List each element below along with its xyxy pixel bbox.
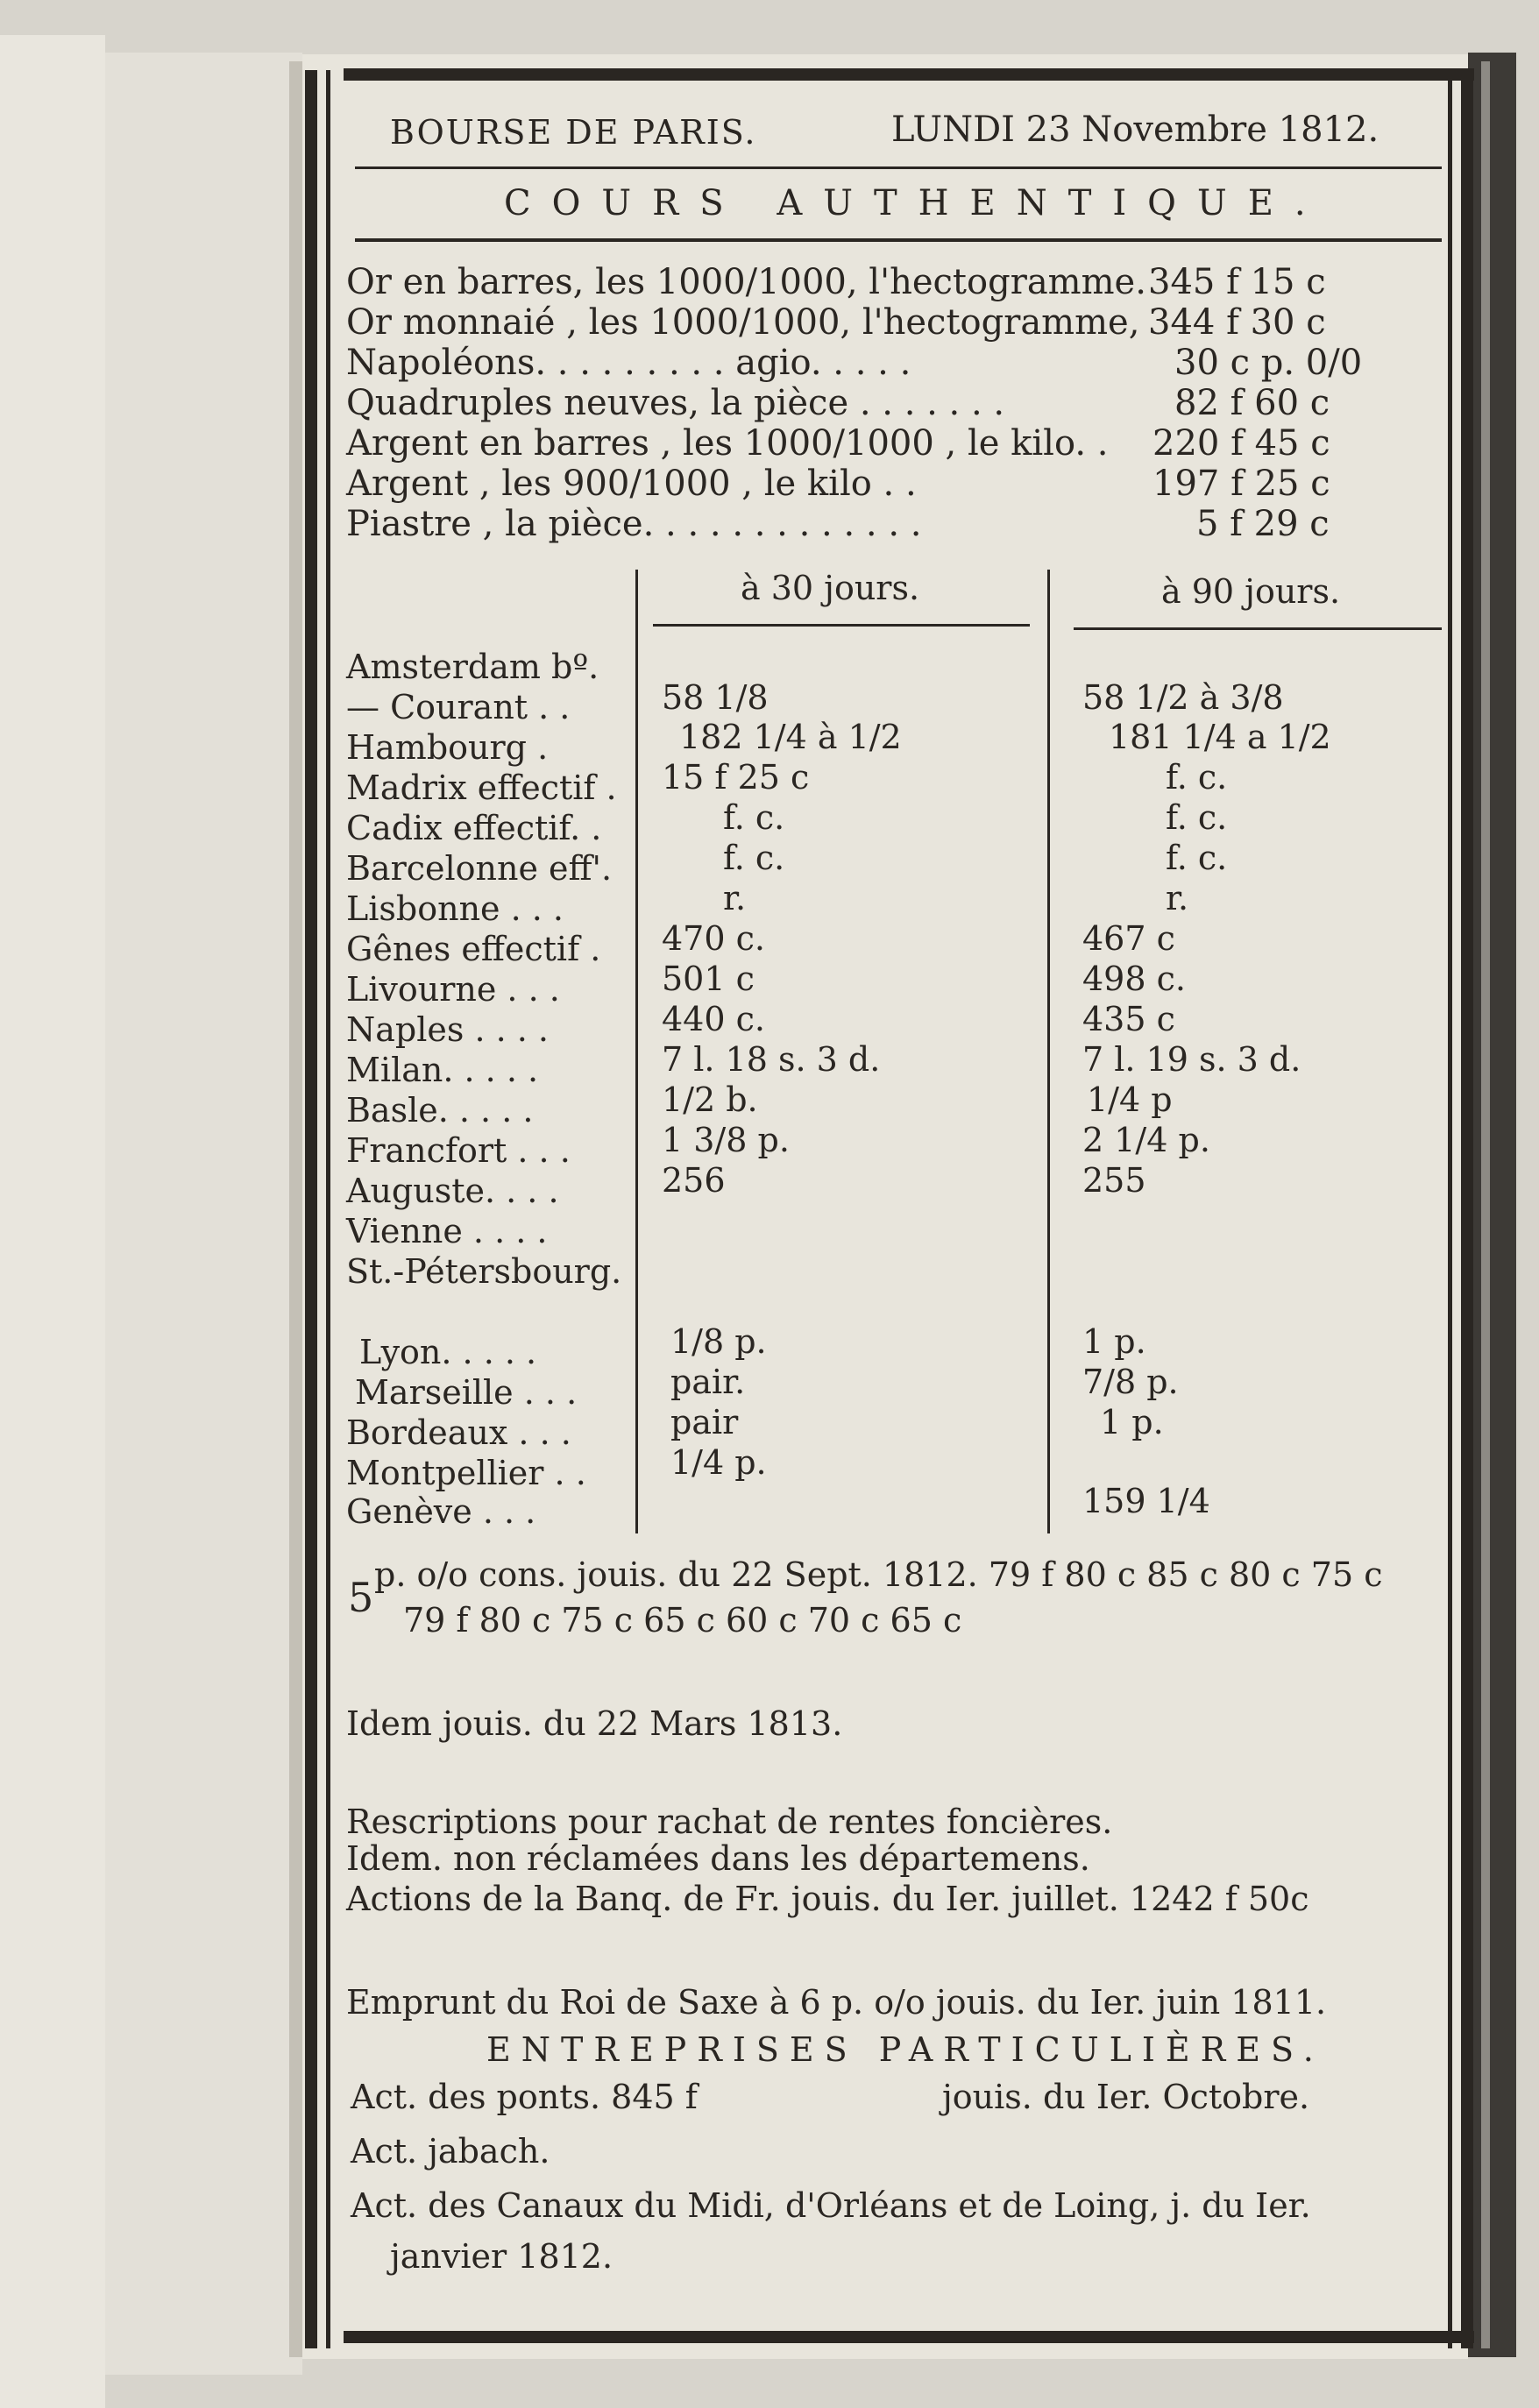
exchange-value-90: 435 c bbox=[1082, 1000, 1175, 1038]
frame-right-inner bbox=[1448, 70, 1452, 2348]
exchange-place: Marseille . . . bbox=[355, 1373, 578, 1412]
exchange-value-30: 1/4 p. bbox=[670, 1443, 767, 1482]
metal-value: 345 f 15 c bbox=[1148, 262, 1326, 302]
rule-under-header bbox=[355, 166, 1442, 169]
exchange-value-90: 1 p. bbox=[1082, 1322, 1146, 1361]
exchange-value-30: 256 bbox=[662, 1161, 726, 1200]
metal-label: Napoléons. . . . . . . . . agio. . . . . bbox=[346, 343, 911, 383]
exchange-place: — Courant . . bbox=[346, 688, 571, 726]
exchange-value-90: 498 c. bbox=[1082, 960, 1186, 998]
canaux-line-2: janvier 1812. bbox=[390, 2237, 613, 2276]
exchange-value-90: 7 l. 19 s. 3 d. bbox=[1082, 1040, 1301, 1079]
exchange-value-30: 58 1/8 bbox=[662, 678, 769, 717]
metal-value: 197 f 25 c bbox=[1152, 464, 1330, 504]
page-title: COURS AUTHENTIQUE. bbox=[504, 183, 1327, 223]
facing-page bbox=[105, 53, 302, 2375]
exchange-value-90: 159 1/4 bbox=[1082, 1482, 1210, 1520]
exchange-place: Genève . . . bbox=[346, 1492, 536, 1531]
exchange-value-30: 1/8 p. bbox=[670, 1322, 767, 1361]
metal-value: 5 f 29 c bbox=[1196, 504, 1330, 544]
exchange-place: Madrix effectif . bbox=[346, 768, 617, 807]
exchange-value-30: f. c. bbox=[723, 839, 785, 877]
metal-label: Argent en barres , les 1000/1000 , le kilo. . bbox=[346, 423, 1109, 464]
page-edge-light bbox=[1481, 61, 1490, 2348]
column-header-90-days: à 90 jours. bbox=[1161, 572, 1341, 611]
exchange-value-90: 1 p. bbox=[1100, 1403, 1164, 1441]
page-edge-stack bbox=[1468, 53, 1516, 2357]
metal-value: 344 f 30 c bbox=[1148, 302, 1326, 343]
exchange-place: Bordeaux . . . bbox=[346, 1413, 571, 1452]
exchange-value-30: pair bbox=[670, 1403, 739, 1441]
frame-bottom bbox=[344, 2331, 1474, 2343]
exchange-value-90: r. bbox=[1166, 879, 1189, 917]
metal-label: Quadruples neuves, la pièce . . . . . . . bbox=[346, 383, 1005, 423]
metal-label: Argent , les 900/1000 , le kilo . . bbox=[346, 464, 917, 504]
exchange-place: Lyon. . . . . bbox=[359, 1333, 537, 1371]
facing-page-edge bbox=[0, 35, 105, 2408]
exchange-value-90: 181 1/4 a 1/2 bbox=[1109, 718, 1331, 756]
metal-label: Or monnaié , les 1000/1000, l'hectogramme, bbox=[346, 302, 1140, 343]
bourse-page bbox=[337, 88, 1442, 2331]
metal-label: Or en barres, les 1000/1000, l'hectogramme. bbox=[346, 262, 1146, 302]
rule-under-30-days bbox=[653, 624, 1030, 627]
frame-right-outer bbox=[1461, 70, 1473, 2348]
exchange-place: Milan. . . . . bbox=[346, 1051, 539, 1089]
ponts-line: Act. des ponts. 845 f bbox=[351, 2078, 698, 2116]
exchange-place: Livourne . . . bbox=[346, 970, 560, 1009]
exchange-value-90: 467 c bbox=[1082, 919, 1175, 958]
rentes-line-2: 79 f 80 c 75 c 65 c 60 c 70 c 65 c bbox=[403, 1601, 962, 1640]
exchange-value-30: 182 1/4 à 1/2 bbox=[679, 718, 902, 756]
exchange-place: St.-Pétersbourg. bbox=[346, 1252, 622, 1291]
idem-non-reclamees-line: Idem. non réclamées dans les départemens. bbox=[346, 1839, 1090, 1878]
exchange-value-90: 58 1/2 à 3/8 bbox=[1082, 678, 1284, 717]
exchange-value-90: f. c. bbox=[1166, 839, 1228, 877]
exchange-value-30: pair. bbox=[670, 1363, 746, 1401]
exchange-place: Cadix effectif. . bbox=[346, 809, 602, 847]
exchange-value-90: 7/8 p. bbox=[1082, 1363, 1179, 1401]
metal-label: Piastre , la pièce. . . . . . . . . . . . . bbox=[346, 504, 922, 544]
frame-top bbox=[344, 68, 1474, 81]
emprunt-saxe-line: Emprunt du Roi de Saxe à 6 p. o/o jouis. du Ier. juin 1811. bbox=[346, 1983, 1327, 2022]
metal-value: 30 c p. 0/0 bbox=[1174, 343, 1363, 383]
header-left: BOURSE DE PARIS. bbox=[390, 113, 757, 152]
exchange-place: Francfort . . . bbox=[346, 1131, 571, 1170]
jabach-line: Act. jabach. bbox=[351, 2132, 550, 2171]
rentes-idem: Idem jouis. du 22 Mars 1813. bbox=[346, 1704, 843, 1743]
exchange-value-90: 2 1/4 p. bbox=[1082, 1121, 1210, 1159]
exchange-place: Vienne . . . . bbox=[346, 1212, 548, 1250]
metal-value: 82 f 60 c bbox=[1174, 383, 1330, 423]
exchange-place: Lisbonne . . . bbox=[346, 889, 564, 928]
ponts-jouissance: jouis. du Ier. Octobre. bbox=[942, 2078, 1310, 2116]
rescriptions-line: Rescriptions pour rachat de rentes foncières. bbox=[346, 1802, 1113, 1841]
exchange-place: Amsterdam bº. bbox=[346, 648, 599, 686]
canaux-line-1: Act. des Canaux du Midi, d'Orléans et de Loing, j. du Ier. bbox=[351, 2186, 1311, 2225]
exchange-value-30: 1/2 b. bbox=[662, 1080, 758, 1119]
exchange-value-30: 440 c. bbox=[662, 1000, 765, 1038]
exchange-place: Gênes effectif . bbox=[346, 930, 601, 968]
exchange-place: Basle. . . . . bbox=[346, 1091, 534, 1130]
exchange-value-30: 15 f 25 c bbox=[662, 758, 810, 797]
rentes-percent: 5 bbox=[348, 1574, 374, 1621]
rule-under-title bbox=[355, 238, 1442, 242]
entreprises-heading: ENTREPRISES PARTICULIÈRES. bbox=[486, 2030, 1324, 2069]
exchange-place: Auguste. . . . bbox=[346, 1172, 559, 1210]
exchange-value-90: f. c. bbox=[1166, 798, 1228, 837]
exchange-place: Barcelonne eff'. bbox=[346, 849, 613, 888]
exchange-value-30: 7 l. 18 s. 3 d. bbox=[662, 1040, 881, 1079]
exchange-value-90: 1/4 p bbox=[1087, 1080, 1173, 1119]
exchange-value-90: 255 bbox=[1082, 1161, 1146, 1200]
banque-actions-line: Actions de la Banq. de Fr. jouis. du Ier. juillet. 1242 f 50c bbox=[346, 1880, 1309, 1918]
exchange-divider-right bbox=[1047, 570, 1050, 1533]
column-header-30-days: à 30 jours. bbox=[741, 569, 920, 607]
exchange-divider-left bbox=[635, 570, 638, 1533]
exchange-value-30: 470 c. bbox=[662, 919, 765, 958]
frame-left-outer bbox=[305, 70, 317, 2348]
exchange-value-30: 1 3/8 p. bbox=[662, 1121, 790, 1159]
exchange-place: Naples . . . . bbox=[346, 1010, 550, 1049]
exchange-place: Hambourg . bbox=[346, 728, 549, 767]
exchange-value-90: f. c. bbox=[1166, 758, 1228, 797]
exchange-value-30: 501 c bbox=[662, 960, 755, 998]
exchange-value-30: f. c. bbox=[723, 798, 785, 837]
rentes-line-1: p. o/o cons. jouis. du 22 Sept. 1812. 79 f 80 c 85 c 80 c 75 c bbox=[374, 1555, 1383, 1594]
exchange-value-30: r. bbox=[723, 879, 747, 917]
header-right: LUNDI 23 Novembre 1812. bbox=[891, 110, 1379, 150]
frame-left-inner bbox=[326, 70, 330, 2348]
exchange-place: Montpellier . . bbox=[346, 1454, 586, 1492]
metal-value: 220 f 45 c bbox=[1152, 423, 1330, 464]
rule-under-90-days bbox=[1074, 627, 1442, 630]
